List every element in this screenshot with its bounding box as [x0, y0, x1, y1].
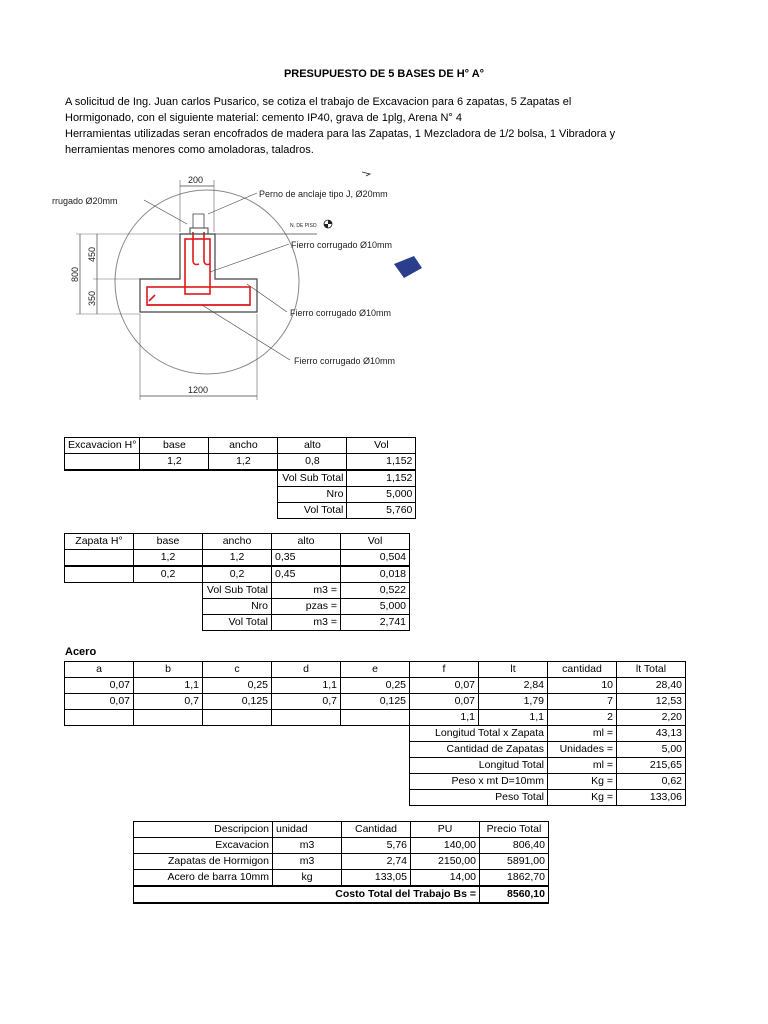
table-cell: 5891,00 — [480, 854, 549, 870]
table-header: Vol — [341, 534, 410, 550]
table-header: c — [203, 662, 272, 678]
table-cell: Excavacion — [134, 838, 273, 854]
table-cell: 5,76 — [342, 838, 411, 854]
table-cell: 0,125 — [203, 694, 272, 710]
anchor-bolt — [193, 232, 199, 265]
table-header: alto — [272, 534, 341, 550]
nro-unit: pzas = — [272, 599, 341, 615]
table-cell — [65, 710, 134, 726]
table-cell: Zapatas de Hormigon — [134, 854, 273, 870]
label-fierro-3: Fierro corrugado Ø10mm — [294, 356, 396, 366]
summary-value: 43,13 — [617, 726, 686, 742]
leader-line — [144, 200, 187, 224]
table-cell: 1862,70 — [480, 870, 549, 887]
cost-total-label: Costo Total del Trabajo Bs = — [134, 886, 480, 903]
table-cell: 1,2 — [140, 454, 209, 471]
leader-line — [247, 284, 287, 312]
table-cell: 0,2 — [203, 566, 272, 583]
table-cell: 133,05 — [342, 870, 411, 887]
table-cell: 1,1 — [479, 710, 548, 726]
table-cell: 2 — [548, 710, 617, 726]
summary-label: Peso Total — [410, 790, 548, 806]
costos-table — [133, 821, 549, 904]
table-header: a — [65, 662, 134, 678]
intro-paragraph — [65, 94, 705, 158]
table-cell: 0,7 — [272, 694, 341, 710]
intro-line: Herramientas utilizadas seran encofrados de madera para las Zapatas, 1 Mezcladora de 1/2 bolsa, 1 Vibradora y — [65, 128, 616, 140]
table-header: ancho — [203, 534, 272, 550]
label-fierro-1: Fierro corrugado Ø10mm — [291, 240, 393, 250]
label-nivel-piso: N. DE PISO — [290, 223, 317, 229]
table-cell: 0,7 — [134, 694, 203, 710]
rebar-hook — [149, 295, 155, 301]
table-cell: 28,40 — [617, 678, 686, 694]
footing-drawing — [52, 164, 422, 404]
summary-value: 133,06 — [617, 790, 686, 806]
subtotal-value: 1,152 — [347, 470, 416, 487]
table-cell: 1,1 — [134, 678, 203, 694]
leader-line — [208, 193, 257, 214]
footing-outline — [140, 234, 257, 312]
label-fierro-2: Fierro corrugado Ø10mm — [290, 308, 392, 318]
table-header: ancho — [209, 438, 278, 454]
table-cell: 1,2 — [134, 550, 203, 567]
table-cell: Acero de barra 10mm — [134, 870, 273, 887]
table-cell: 2,84 — [479, 678, 548, 694]
table-cell: 1,79 — [479, 694, 548, 710]
summary-unit: Kg = — [548, 790, 617, 806]
leader-line — [210, 244, 289, 272]
total-value: 2,741 — [341, 615, 410, 631]
table-cell — [203, 710, 272, 726]
table-cell — [134, 710, 203, 726]
dim-label-bottom: 1200 — [188, 385, 209, 395]
solar-panel-icon — [394, 256, 422, 278]
detail-circle — [115, 190, 299, 374]
table-cell: 0,504 — [341, 550, 410, 567]
subtotal-value: 0,522 — [341, 583, 410, 599]
table-cell: 140,00 — [411, 838, 480, 854]
nro-label: Nro — [203, 599, 272, 615]
table-cell: 1,2 — [203, 550, 272, 567]
summary-label: Longitud Total x Zapata — [410, 726, 548, 742]
table-cell — [65, 454, 140, 471]
total-label: Vol Total — [203, 615, 272, 631]
table-cell — [272, 710, 341, 726]
table-header: b — [134, 662, 203, 678]
table-header: Zapata H° — [65, 534, 134, 550]
table-header: Descripcion — [134, 822, 273, 838]
arrow-icon — [362, 172, 370, 176]
table-header: Vol — [347, 438, 416, 454]
table-cell: 0,125 — [341, 694, 410, 710]
leader-line — [202, 305, 290, 360]
table-cell: 14,00 — [411, 870, 480, 887]
table-cell: 7 — [548, 694, 617, 710]
intro-line: A solicitud de Ing. Juan carlos Pusarico, se cotiza el trabajo de Excavacion para 6 zapatas, 5 Zapatas el — [65, 96, 572, 108]
table-cell: 1,1 — [272, 678, 341, 694]
table-cell: 0,8 — [278, 454, 347, 471]
table-cell — [65, 566, 134, 583]
total-unit: m3 = — [272, 615, 341, 631]
table-cell: 0,07 — [410, 694, 479, 710]
nro-value: 5,000 — [347, 487, 416, 503]
table-cell: 2,20 — [617, 710, 686, 726]
table-header: f — [410, 662, 479, 678]
zapata-table — [64, 533, 410, 631]
summary-value: 215,65 — [617, 758, 686, 774]
table-cell: 0,07 — [65, 694, 134, 710]
summary-unit: ml = — [548, 726, 617, 742]
anchor-bolt — [204, 232, 210, 265]
subtotal-label: Vol Sub Total — [278, 470, 347, 487]
cost-total-value: 8560,10 — [480, 886, 549, 903]
table-cell: 0,07 — [410, 678, 479, 694]
table-cell: 1,1 — [410, 710, 479, 726]
table-cell: 2150,00 — [411, 854, 480, 870]
dim-label-800: 800 — [70, 266, 80, 282]
table-header: Excavacion H° — [65, 438, 140, 454]
pedestal-rebar — [185, 239, 210, 294]
total-label: Vol Total — [278, 503, 347, 519]
summary-unit: Kg = — [548, 774, 617, 790]
total-value: 5,760 — [347, 503, 416, 519]
nro-label: Nro — [278, 487, 347, 503]
nro-value: 5,000 — [341, 599, 410, 615]
table-header: PU — [411, 822, 480, 838]
table-cell: 2,74 — [342, 854, 411, 870]
table-cell: 0,018 — [341, 566, 410, 583]
summary-label: Longitud Total — [410, 758, 548, 774]
excavacion-table — [64, 437, 416, 519]
table-cell: 0,35 — [272, 550, 341, 567]
summary-value: 5,00 — [617, 742, 686, 758]
table-header: Precio Total — [480, 822, 549, 838]
subtotal-unit: m3 = — [272, 583, 341, 599]
label-perno-anclaje: Perno de anclaje tipo J, Ø20mm — [259, 189, 388, 199]
summary-unit: ml = — [548, 758, 617, 774]
document-title: PRESUPUESTO DE 5 BASES DE H° A° — [283, 68, 485, 80]
table-header: lt — [479, 662, 548, 678]
table-header: base — [134, 534, 203, 550]
table-cell: 0,45 — [272, 566, 341, 583]
table-cell — [341, 710, 410, 726]
table-cell: 0,2 — [134, 566, 203, 583]
table-cell: 12,53 — [617, 694, 686, 710]
table-header: base — [140, 438, 209, 454]
table-cell: kg — [273, 870, 342, 887]
table-cell: 10 — [548, 678, 617, 694]
summary-label: Peso x mt D=10mm — [410, 774, 548, 790]
dim-label-top: 200 — [188, 175, 204, 185]
table-cell: m3 — [273, 838, 342, 854]
summary-label: Cantidad de Zapatas — [410, 742, 548, 758]
dim-label-350: 350 — [87, 290, 97, 306]
table-header: alto — [278, 438, 347, 454]
table-cell: m3 — [273, 854, 342, 870]
table-cell — [65, 550, 134, 567]
table-cell: 1,152 — [347, 454, 416, 471]
summary-unit: Unidades = — [548, 742, 617, 758]
table-header: Cantidad — [342, 822, 411, 838]
bolt-cap — [193, 214, 204, 228]
table-header: unidad — [273, 822, 342, 838]
table-cell: 1,2 — [209, 454, 278, 471]
table-cell: 0,25 — [203, 678, 272, 694]
table-cell: 0,25 — [341, 678, 410, 694]
rebar-group — [147, 232, 250, 305]
footing-rebar — [147, 287, 250, 305]
table-header: lt Total — [617, 662, 686, 678]
table-header: d — [272, 662, 341, 678]
subtotal-label: Vol Sub Total — [203, 583, 272, 599]
table-header: e — [341, 662, 410, 678]
table-cell: 0,07 — [65, 678, 134, 694]
table-header: cantidad — [548, 662, 617, 678]
table-cell: 806,40 — [480, 838, 549, 854]
label-corrugado-20: rrugado Ø20mm — [52, 196, 118, 206]
acero-table — [64, 661, 686, 806]
intro-line: Hormigonado, con el siguiente material: cemento IP40, grava de 1plg, Arena N° 4 — [65, 112, 462, 124]
summary-value: 0,62 — [617, 774, 686, 790]
intro-line: herramientas menores como amoladoras, taladros. — [65, 144, 314, 156]
acero-section-label: Acero — [65, 646, 97, 658]
dim-label-450: 450 — [87, 246, 97, 262]
